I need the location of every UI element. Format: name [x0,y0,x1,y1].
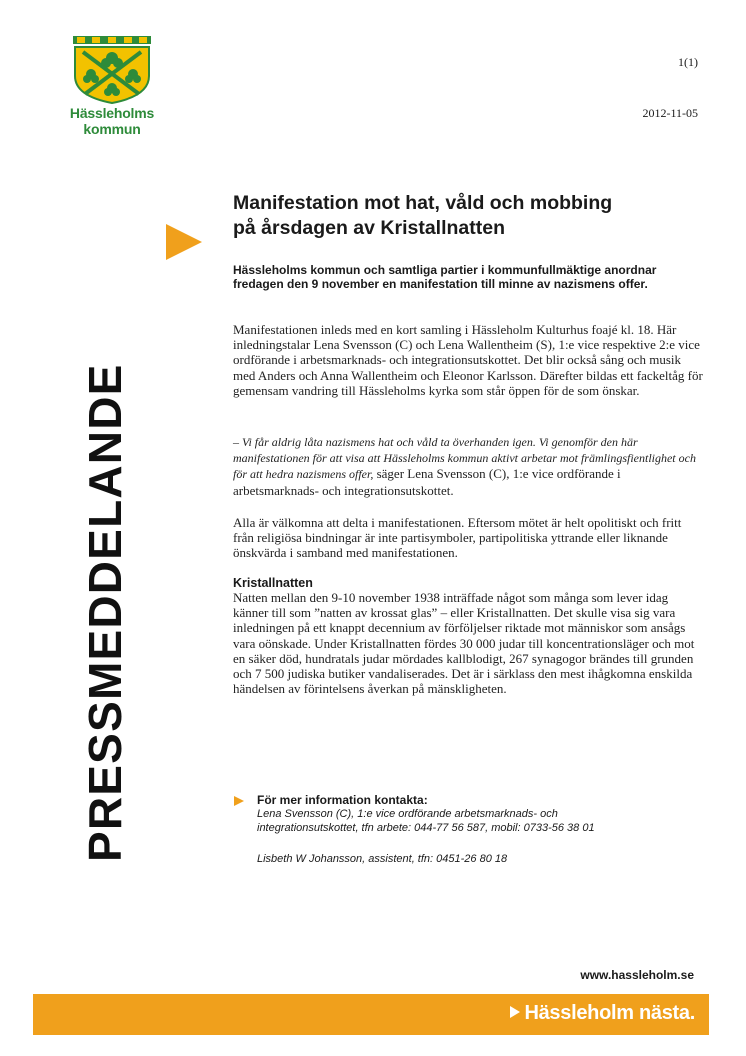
slogan [510,1002,695,1025]
contact-line-3: Lisbeth W Johansson, assistent, tfn: 0451-26 80 18 [257,853,508,865]
contact-line-1: Lena Svensson (C), 1:e vice ordförande arbetsmarknads- och [257,808,558,820]
quote-text: – Vi får aldrig låta nazismens hat och våld ta överhanden igen. Vi genomför den här manifestationen för att visa att Hässleholms kommun aktivt arbetar mot främlingsfientlighet och för att hedra nazismens offer, [233,435,696,482]
headline-line1: Manifestation mot hat, våld och mobbing [233,192,613,214]
headline [233,191,703,241]
lead-paragraph: Hässleholms kommun och samtliga partier i kommunfullmäktige anordnar fredagen den 9 november en manifestation till minne av nazismens offer. [233,263,657,291]
quote-paragraph [233,434,705,498]
subheading-kristallnatten: Kristallnatten [233,576,313,590]
page-number: 1(1) [678,55,698,69]
footer-bar [33,994,709,1035]
press-release-label: PRESSMEDDELANDE [79,363,131,862]
municipality-logo [62,34,162,136]
release-date: 2012-11-05 [642,106,698,120]
small-triangle-arrow-icon [234,796,244,806]
body-paragraph-1: Manifestationen inleds med en kort samling i Hässleholm Kulturhus foajé kl. 18. Här inledningstalar Lena Svensson (C) och Lena Wallentheim (S), 1:e vice respektive 2:e vice ordförande i arbetsmarknads- och integrationsutskottet. Det blir också sång och musik med Anders och Anna Wallentheim och Eleonor Karlsson. Därefter bildas ett fackeltåg för gemensam vandring till Hässleholms kyrka som står öppen för de som önskar. [233,322,703,398]
body-paragraph-4: Natten mellan den 9-10 november 1938 inträffade något som många som lever idag känner till som ”natten av krossat glas” – eller Kristallnatten. Det skulle visa sig vara inledningen på ett knappt decennium av förföljelser riktade mot människor som ansågs vara oönskade. Under Kristallnatten fördes 30 000 judar till koncentrationsläger och mot en säker död, hundratals judar mördades kallblodigt, 267 synagogor brändes till grunden och 7 500 judiska butiker vandaliserades. Det är i särklass den mest ihågkomna enskilda händelsen av förintelsens åverkan på mänskligheten. [233,590,695,697]
slogan-text: Hässleholm nästa. [524,1002,695,1024]
contact-heading: För mer information kontakta: [257,793,428,807]
website-link[interactable]: www.hassleholm.se [580,968,694,982]
logo-name-line2: kommun [83,121,141,137]
slogan-arrow-icon [510,1006,520,1018]
contact-line-2: integrationsutskottet, tfn arbete: 044-77 56 587, mobil: 0733-56 38 01 [257,822,595,834]
logo-name-line1: Hässleholms [69,105,155,121]
headline-line2: på årsdagen av Kristallnatten [233,217,506,239]
body-paragraph-3: Alla är välkomna att delta i manifestationen. Eftersom mötet är helt opolitiskt och fritt från religiösa bindningar är inte partisymboler, partipolitiska yttrande eller liknande önskvärda i samband med manifestationen. [233,515,682,561]
triangle-arrow-icon [166,224,202,260]
quote-attribution: säger Lena Svensson (C), 1:e vice ordförande i arbetsmarknads- och integrationsutskottet. [233,466,621,498]
coat-of-arms-icon [69,34,155,104]
